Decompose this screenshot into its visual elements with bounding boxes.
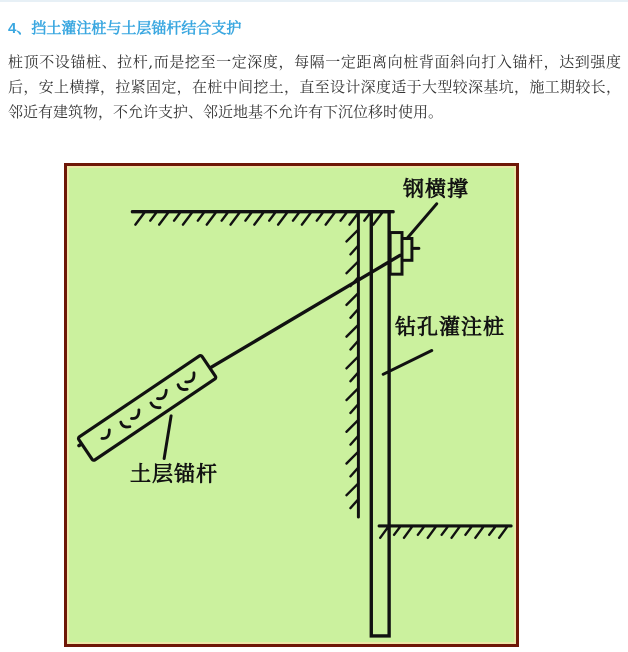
label-bored-pile: 钻孔灌注桩 bbox=[395, 316, 505, 339]
soil-anchor-leader-line bbox=[164, 416, 171, 459]
steel-brace-bracket bbox=[390, 233, 419, 275]
pile-outline bbox=[371, 212, 389, 636]
steel-brace-leader-line bbox=[407, 204, 437, 239]
soil-face-line bbox=[347, 214, 359, 517]
body-paragraph: 桩顶不设锚桩、拉杆,而是挖至一定深度，每隔一定距离向桩背面斜向打入锚杆，达到强度后，安上横撑，拉紧固定，在桩中间挖土，直至设计深度适于大型较深基坑，施工期较长，邻近有建筑物，不允许支护、邻近地基不允许有下沉位移时使用。 bbox=[8, 53, 621, 121]
excavation-bottom-line bbox=[379, 526, 511, 538]
ground-surface-hatching bbox=[135, 213, 382, 225]
support-diagram-drawing bbox=[69, 168, 514, 642]
support-diagram-figure bbox=[64, 163, 519, 647]
ground-surface-line bbox=[132, 212, 393, 225]
label-soil-anchor: 土层锚杆 bbox=[130, 463, 218, 486]
anchor-grout-body bbox=[78, 355, 217, 461]
excavation-bottom-hatching bbox=[380, 527, 507, 538]
label-steel-brace: 钢横撑 bbox=[403, 178, 469, 201]
page-title: 4、挡土灌注桩与土层锚杆结合支护 bbox=[8, 20, 242, 38]
page-top-divider bbox=[0, 0, 628, 2]
soil-face-hatching bbox=[347, 230, 359, 508]
